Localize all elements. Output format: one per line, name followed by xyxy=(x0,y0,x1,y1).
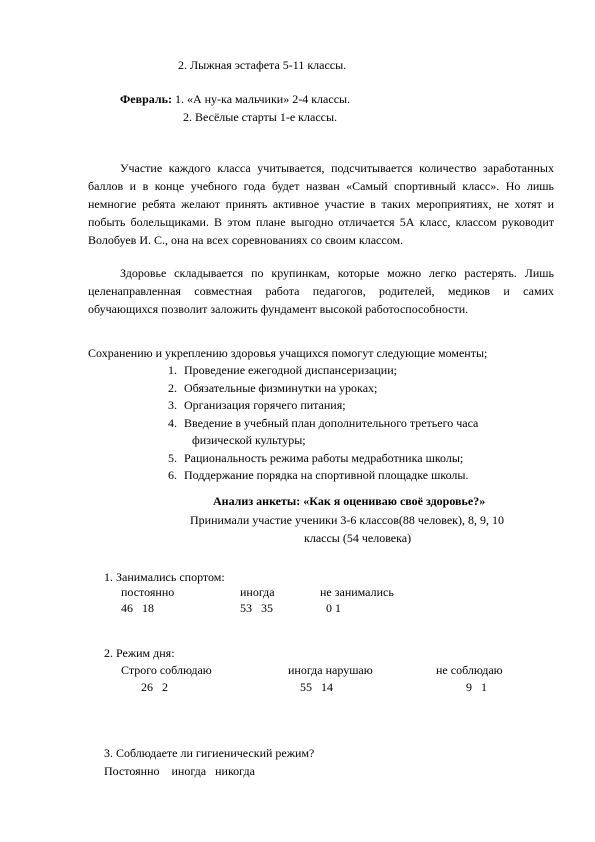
survey-participants-line-1: Принимали участие ученики 3-6 классов(88 человек), 8, 9, 10 xyxy=(190,513,504,527)
list-item: 5. Рациональность режима работы медработника школы; xyxy=(168,450,464,465)
q1-value-3: 0 1 xyxy=(326,601,341,615)
q3-options: Постоянно иногда никогда xyxy=(104,764,255,778)
survey-participants-line-2: классы (54 человека) xyxy=(304,531,412,545)
health-measures-list xyxy=(168,362,478,485)
question-3-title: 3. Соблюдаете ли гигиенический режим? xyxy=(104,746,315,760)
paragraph-text: Участие каждого класса учитывается, подсчитывается количество заработанных баллов и в конце учебного года будет назван «Самый спортивный класс». Но лишь немногие ребята желают принять активное участие в таких мероприятиях, не хотят и побыть болельщиками. В этом плане выгодно отличается 5А класс, классом руководит Волобуев И. С., она на всех соревнованиях со своим классом. xyxy=(88,161,554,247)
paragraph-text: Здоровье складывается по крупинкам, которые можно легко растерять. Лишь целенаправленная совместная работа педагогов, родителей, медиков и самих обучающихся позволит заложить фундамент высокой работоспособности. xyxy=(88,266,554,316)
q2-value-2: 55 14 xyxy=(300,680,333,694)
q2-value-1: 26 2 xyxy=(141,680,168,694)
list-item: 3. Организация горячего питания; xyxy=(168,398,346,412)
february-item-1: 1. «А ну-ка мальчики» 2-4 классы. xyxy=(171,92,351,106)
q2-option-1: Строго соблюдаю xyxy=(121,663,212,677)
february-item-2: 2. Весёлые старты 1-е классы. xyxy=(183,110,338,124)
q2-value-3: 9 1 xyxy=(466,680,487,694)
list-item: 2. Обязательные физминутки на уроках; xyxy=(168,380,378,395)
q1-value-1: 46 18 xyxy=(121,601,154,615)
q1-option-2: иногда xyxy=(240,585,275,599)
list-item: физической культуры; xyxy=(192,433,306,447)
q1-option-1: постоянно xyxy=(121,585,175,599)
list-item: 1. Проведение ежегодной диспансеризации; xyxy=(168,363,397,377)
health-intro: Сохранению и укреплению здоровья учащихся помогут следующие моменты; xyxy=(88,346,488,360)
paragraph-health xyxy=(88,264,554,318)
paragraph-participation xyxy=(88,159,554,249)
q2-option-3: не соблюдаю xyxy=(436,663,503,677)
february-label: Февраль: xyxy=(120,92,172,106)
february-line xyxy=(120,90,350,108)
q2-option-2: иногда нарушаю xyxy=(288,663,373,677)
q1-value-2: 53 35 xyxy=(240,601,273,615)
list-item: 6. Поддержание порядка на спортивной площадке школы. xyxy=(168,468,469,482)
ski-relay-line: 2. Лыжная эстафета 5-11 классы. xyxy=(178,58,347,72)
question-1-title: 1. Занимались спортом: xyxy=(104,570,225,584)
question-2-title: 2. Режим дня: xyxy=(104,646,175,660)
q1-option-3: не занимались xyxy=(320,585,394,599)
list-item: 4. Введение в учебный план дополнительного третьего часа xyxy=(168,415,479,430)
survey-title: Анализ анкеты: «Как я оцениваю своё здоровье?» xyxy=(213,494,486,508)
